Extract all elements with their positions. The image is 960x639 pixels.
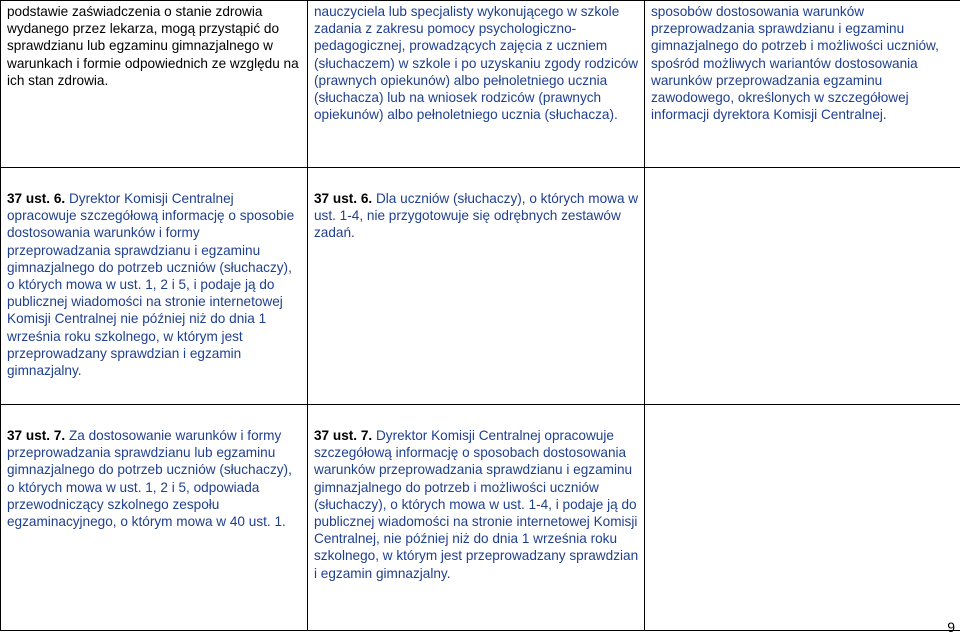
cell-text: sposobów dostosowania warunków przeprowadzania sprawdzianu i egzaminu gimnazjalnego do potrzeb i możliwości uczniów, spośród możliwych wariantów dostosowania warunków przeprowadzania egzaminu zawodowego, określonych w szczegółowej informacji dyrektora Komisji Centralnej. (651, 4, 939, 123)
cell-text: Dyrektor Komisji Centralnej opracowuje szczegółową informację o sposobach dostosowania warunków przeprowadzania sprawdzianu i egzaminu gimnazjalnego do potrzeb i możliwości uczniów (słuchaczy), o których mowa w ust. 1-4, i podaje ją do publicznej wiadomości na stronie internetowej Komisji Centralnej, nie później niż do dnia 1 września roku szkolnego, w którym jest przeprowadzany sprawdzian i egzamin gimnazjalny. (314, 428, 639, 581)
table-cell (308, 168, 645, 405)
paragraph (314, 427, 640, 582)
paragraph (7, 427, 303, 530)
table-cell (645, 168, 960, 405)
page-number: 9 (947, 619, 955, 635)
table-cell (308, 405, 645, 631)
table-row (1, 168, 960, 405)
section-ref: 37 ust. 7. (314, 428, 373, 443)
table-cell (1, 1, 308, 168)
cell-text: Za dostosowanie warunków i formy przeprowadzania sprawdzianu lub egzaminu gimnazjalnego do potrzeb uczniów (słuchaczy), o których mowa w ust. 1, 2 i 5, odpowiada przewodniczący szkolnego zespołu egzaminacyjnego, o którym mowa w 40 ust. 1. (7, 428, 292, 530)
table-row (1, 405, 960, 631)
table-cell (308, 1, 645, 168)
paragraph (314, 190, 640, 242)
cell-text: Dla uczniów (słuchaczy), o których mowa w ust. 1-4, nie przygotowuje się odrębnych zestawów zadań. (314, 191, 639, 241)
table-cell (645, 405, 960, 631)
section-ref: 37 ust. 6. (314, 191, 373, 206)
paragraph (7, 190, 303, 379)
table-row (1, 1, 960, 168)
cell-text: nauczyciela lub specjalisty wykonującego w szkole zadania z zakresu pomocy psychologiczno-pedagogicznej, prowadzących zajęcia z uczniem (słuchaczem) w szkole i po uzyskaniu zgody rodziców (prawnych opiekunów) albo pełnoletniego ucznia (słuchacza) lub na wniosek rodziców (prawnych opiekunów) albo pełnoletniego ucznia (słuchacza). (314, 4, 639, 123)
cell-text: podstawie zaświadczenia o stanie zdrowia wydanego przez lekarza, mogą przystąpić do sprawdzianu lub egzaminu gimnazjalnego w warunkach i formie odpowiednich ze względu na ich stan zdrowia. (7, 4, 299, 88)
section-ref: 37 ust. 6. (7, 191, 66, 206)
table-cell (1, 405, 308, 631)
table-cell (1, 168, 308, 405)
section-ref: 37 ust. 7. (7, 428, 66, 443)
table-cell (645, 1, 960, 168)
cell-text: Dyrektor Komisji Centralnej opracowuje szczegółową informację o sposobie dostosowania warunków i formy przeprowadzania sprawdzianu i egzaminu gimnazjalnego do potrzeb uczniów (słuchaczy), o których mowa w ust. 1, 2 i 5, i podaje ją do publicznej wiadomości na stronie internetowej Komisji Centralnej nie później niż do dnia 1 września roku szkolnego, w którym jest przeprowadzany sprawdzian i egzamin gimnazjalny. (7, 191, 295, 379)
